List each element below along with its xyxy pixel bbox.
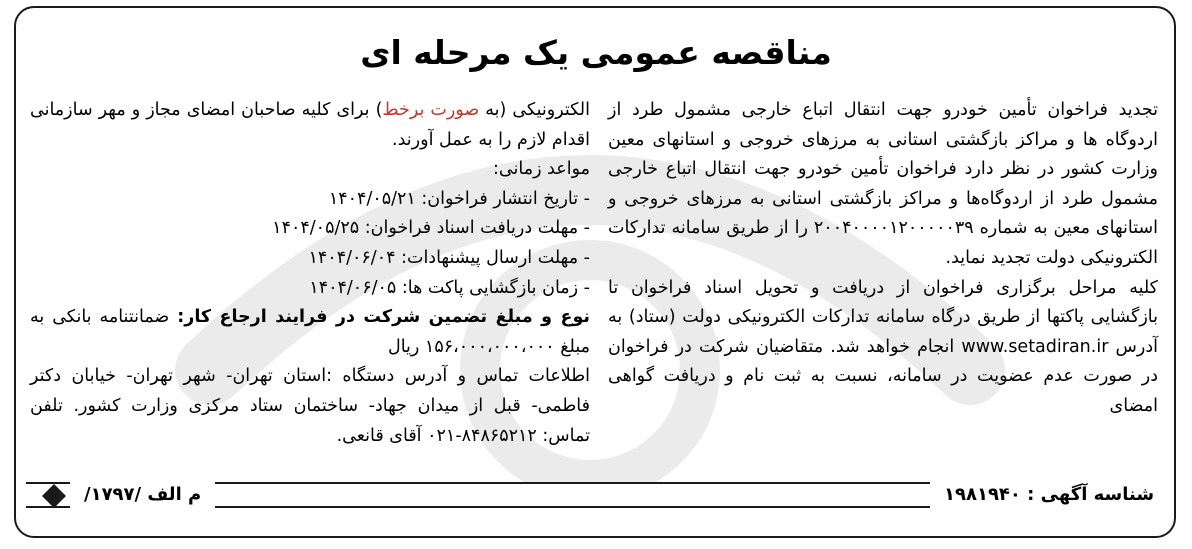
highlight-text: صورت برخط: [382, 100, 480, 120]
ad-id: شناسه آگهی : ۱۹۸۱۹۴۰: [930, 481, 1168, 509]
guarantee: [30, 303, 590, 362]
contact-info: اطلاعات تماس و آدرس دستگاه :استان تهران- شهر تهران- خیابان دکتر فاطمی- قبل از میدان جهاد- ساختمان ستاد مرکزی وزارت کشور. تلفن تماس: ۸۴۸۶۵۲۱۲-۰۲۱ آقای قانعی.: [30, 366, 590, 446]
paragraph: تجدید فراخوان تأمین خودرو جهت انتقال اتباع خارجی مشمول طرد از اردوگاه ها و مراکز بازگشتی استانی به مرزهای خروجی و استانهای معین وزارت کشور در نظر دارد فراخوان تأمین خودرو جهت انتقال اتباع خارجی مشمول طرد از اردوگاه‌ها و مراکز بازگشتی استانی به مرزهای خروجی و استانهای معین به شماره ۲۰۰۴۰۰۰۰۱۲۰۰۰۰۰۳۹ را از طریق سامانه تدارکات الکترونیکی دولت تجدید نماید.: [608, 100, 1158, 268]
reference-code: م الف /۱۷۹۷/: [70, 481, 215, 509]
guarantee-value: ضمانتنامه بانکی به مبلغ ۱۵۶،۰۰۰،۰۰۰،۰۰۰ ریال: [30, 307, 590, 357]
guarantee-label: نوع و مبلغ تضمین شرکت در فرایند ارجاع کار:: [177, 307, 590, 328]
page-title: مناقصه عمومی یک مرحله ای: [360, 33, 832, 72]
schedule-item: - زمان بازگشایی پاکت ها: ۱۴۰۴/۰۶/۰۵: [309, 277, 590, 298]
right-column: [608, 96, 1158, 422]
schedule-item: - تاریخ انتشار فراخوان: ۱۴۰۴/۰۵/۲۱: [328, 188, 590, 209]
left-column: [30, 96, 590, 451]
paragraph-intro: الکترونیکی (به صورت برخط) برای کلیه صاحبان امضای مجاز و مهر سازمانی اقدام لازم را به عمل آورند.: [30, 100, 590, 150]
schedule-heading: مواعد زمانی:: [493, 159, 590, 180]
paragraph: کلیه مراحل برگزاری فراخوان از دریافت و تحویل اسناد فراخوان تا بازگشایی پاکتها از طریق درگاه سامانه تدارکات الکترونیکی دولت (ستاد) به آدرس www.setadiran.ir انجام خواهد شد. متقاضیان شرکت در فراخوان در صورت عدم عضویت در سامانه، نسبت به ثبت نام و دریافت گواهی امضای: [608, 277, 1158, 416]
schedule-item: - مهلت ارسال پیشنهادات: ۱۴۰۴/۰۶/۰۴: [308, 247, 590, 268]
schedule-item: - مهلت دریافت اسناد فراخوان: ۱۴۰۴/۰۵/۲۵: [272, 218, 590, 239]
